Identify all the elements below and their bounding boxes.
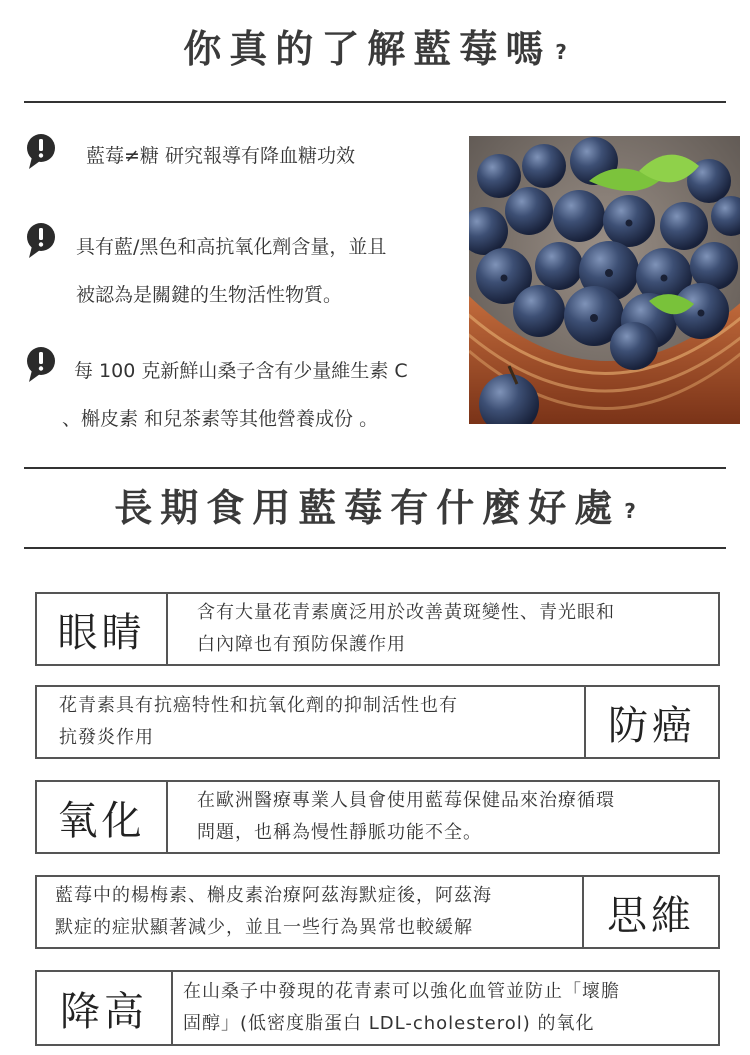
section-title-benefits <box>0 477 750 532</box>
point-1-line-1: 藍莓≠糖 研究報導有降血糖功效 <box>86 145 355 167</box>
benefit-line: 抗發炎作用 <box>59 727 154 748</box>
section-title-blueberry <box>0 18 750 73</box>
benefit-keyword: 防癌 <box>584 687 718 757</box>
title-question-mark: ? <box>624 498 636 523</box>
benefit-keyword: 氧化 <box>37 782 168 852</box>
benefit-card-cognition <box>35 875 720 949</box>
benefit-keyword: 眼睛 <box>37 594 168 664</box>
benefit-card-cholesterol <box>35 970 720 1046</box>
point-3-line-2: 、槲皮素 和兒茶素等其他營養成份 。 <box>62 408 379 430</box>
divider <box>24 547 726 549</box>
benefit-line: 默症的症狀顯著減少，並且一些行為異常也較緩解 <box>55 917 473 938</box>
benefit-line: 固醇」(低密度脂蛋白 LDL-cholesterol) 的氧化 <box>183 1013 595 1034</box>
benefit-description <box>183 972 710 1044</box>
benefit-line: 藍莓中的楊梅素、槲皮素治療阿茲海默症後，阿茲海 <box>55 885 492 906</box>
exclamation-bubble-icon <box>26 222 56 260</box>
divider <box>24 101 726 103</box>
benefit-card-eyes <box>35 592 720 666</box>
benefit-line: 白內障也有預防保護作用 <box>197 634 406 655</box>
point-2-line-2: 被認為是關鍵的生物活性物質。 <box>76 284 343 306</box>
title-question-mark: ? <box>555 39 567 64</box>
benefit-line: 問題，也稱為慢性靜脈功能不全。 <box>197 822 482 843</box>
benefit-line: 在山桑子中發現的花青素可以強化血管並防止「壞膽 <box>183 981 620 1002</box>
point-2-line-1: 具有藍/黑色和高抗氧化劑含量，並且 <box>76 236 387 258</box>
divider <box>24 467 726 469</box>
benefit-keyword: 思維 <box>582 877 718 947</box>
exclamation-bubble-icon <box>26 133 56 171</box>
benefit-card-oxidation <box>35 780 720 854</box>
benefit-line: 花青素具有抗癌特性和抗氧化劑的抑制活性也有 <box>59 695 458 716</box>
benefit-description <box>55 877 578 947</box>
benefit-line: 含有大量花青素廣泛用於改善黃斑變性、青光眼和 <box>197 602 615 623</box>
benefit-line: 在歐洲醫療專業人員會使用藍莓保健品來治療循環 <box>197 790 615 811</box>
benefit-description <box>197 594 708 664</box>
exclamation-bubble-icon <box>26 346 56 384</box>
title-text: 你真的了解藍莓嗎 <box>183 27 552 71</box>
benefit-description <box>197 782 708 852</box>
benefit-keyword: 降高 <box>37 972 173 1044</box>
title-text: 長期食用藍莓有什麼好處 <box>114 486 621 530</box>
blueberry-photo <box>469 136 740 424</box>
benefit-card-anticancer <box>35 685 720 759</box>
point-3-line-1: 每 100 克新鮮山桑子含有少量維生素 C <box>74 360 408 382</box>
benefit-description <box>59 687 578 757</box>
